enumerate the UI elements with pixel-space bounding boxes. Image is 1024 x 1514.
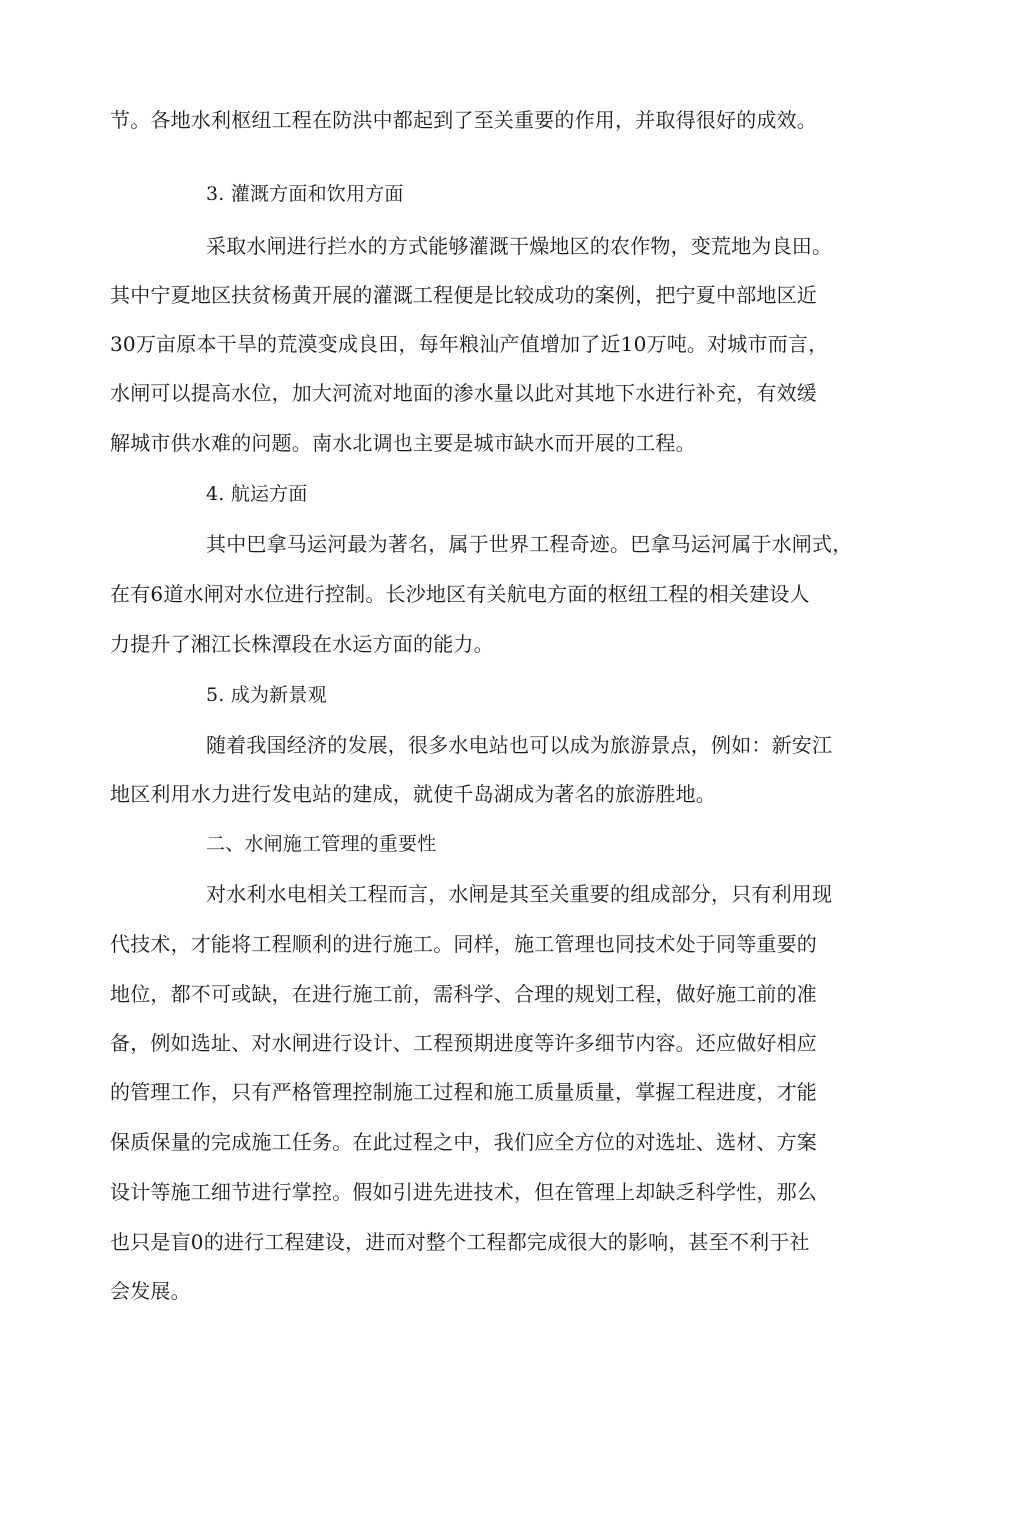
paragraph-line: 也只是盲0的进行工程建设，进而对整个工程都完成很大的影响，甚至不利于社: [110, 1230, 810, 1254]
section-heading: 5. 成为新景观: [206, 684, 327, 706]
paragraph-line: 解城市供水难的问题。南水北调也主要是城市缺水而开展的工程。: [110, 431, 696, 455]
section-heading: 3. 灌溉方面和饮用方面: [206, 183, 404, 205]
paragraph-line: 保质保量的完成施工任务。在此过程之中，我们应全方位的对选址、选材、方案: [110, 1130, 817, 1154]
paragraph-line: 设计等施工细节进行掌控。假如引进先进技术，但在管理上却缺乏科学性，那么: [110, 1180, 817, 1204]
section-heading: 二、水闸施工管理的重要性: [206, 833, 437, 855]
paragraph-line: 会发展。: [110, 1279, 191, 1303]
paragraph-line: 备，例如选址、对水闸进行设计、工程预期进度等许多细节内容。还应做好相应: [110, 1031, 817, 1055]
paragraph-line: 其中宁夏地区扶贫杨黄开展的灌溉工程便是比较成功的案例，把宁夏中部地区近: [110, 283, 817, 307]
paragraph-line: 水闸可以提高水位，加大河流对地面的渗水量以此对其地下水进行补充，有效缓: [110, 381, 817, 405]
paragraph-line: 对水利水电相关工程而言，水闸是其至关重要的组成部分，只有利用现: [206, 882, 833, 906]
paragraph-line: 节。各地水利枢纽工程在防洪中都起到了至关重要的作用，并取得很好的成效。: [110, 108, 817, 132]
paragraph-line: 在有6道水闸对水位进行控制。长沙地区有关航电方面的枢纽工程的相关建设人: [110, 582, 810, 606]
section-heading: 4. 航运方面: [206, 483, 308, 505]
paragraph-line: 其中巴拿马运河最为著名，属于世界工程奇迹。巴拿马运河属于水闸式，: [206, 532, 853, 556]
paragraph-line: 力提升了湘江长株潭段在水运方面的能力。: [110, 632, 494, 656]
paragraph-line: 的管理工作，只有严格管理控制施工过程和施工质量质量，掌握工程进度，才能: [110, 1080, 817, 1104]
paragraph-line: 随着我国经济的发展，很多水电站也可以成为旅游景点，例如：新安江: [206, 733, 833, 757]
paragraph-line: 采取水闸进行拦水的方式能够灌溉干燥地区的农作物，变荒地为良田。: [206, 234, 833, 258]
paragraph-line: 地位，都不可或缺，在进行施工前，需科学、合理的规划工程，做好施工前的准: [110, 982, 817, 1006]
paragraph-line: 30万亩原本干旱的荒漠变成良田，每年粮汕产值增加了近10万吨。对城市而言，: [110, 332, 829, 356]
paragraph-line: 地区利用水力进行发电站的建成，就使千岛湖成为著名的旅游胜地。: [110, 782, 716, 806]
paragraph-line: 代技术，才能将工程顺利的进行施工。同样，施工管理也同技术处于同等重要的: [110, 932, 817, 956]
